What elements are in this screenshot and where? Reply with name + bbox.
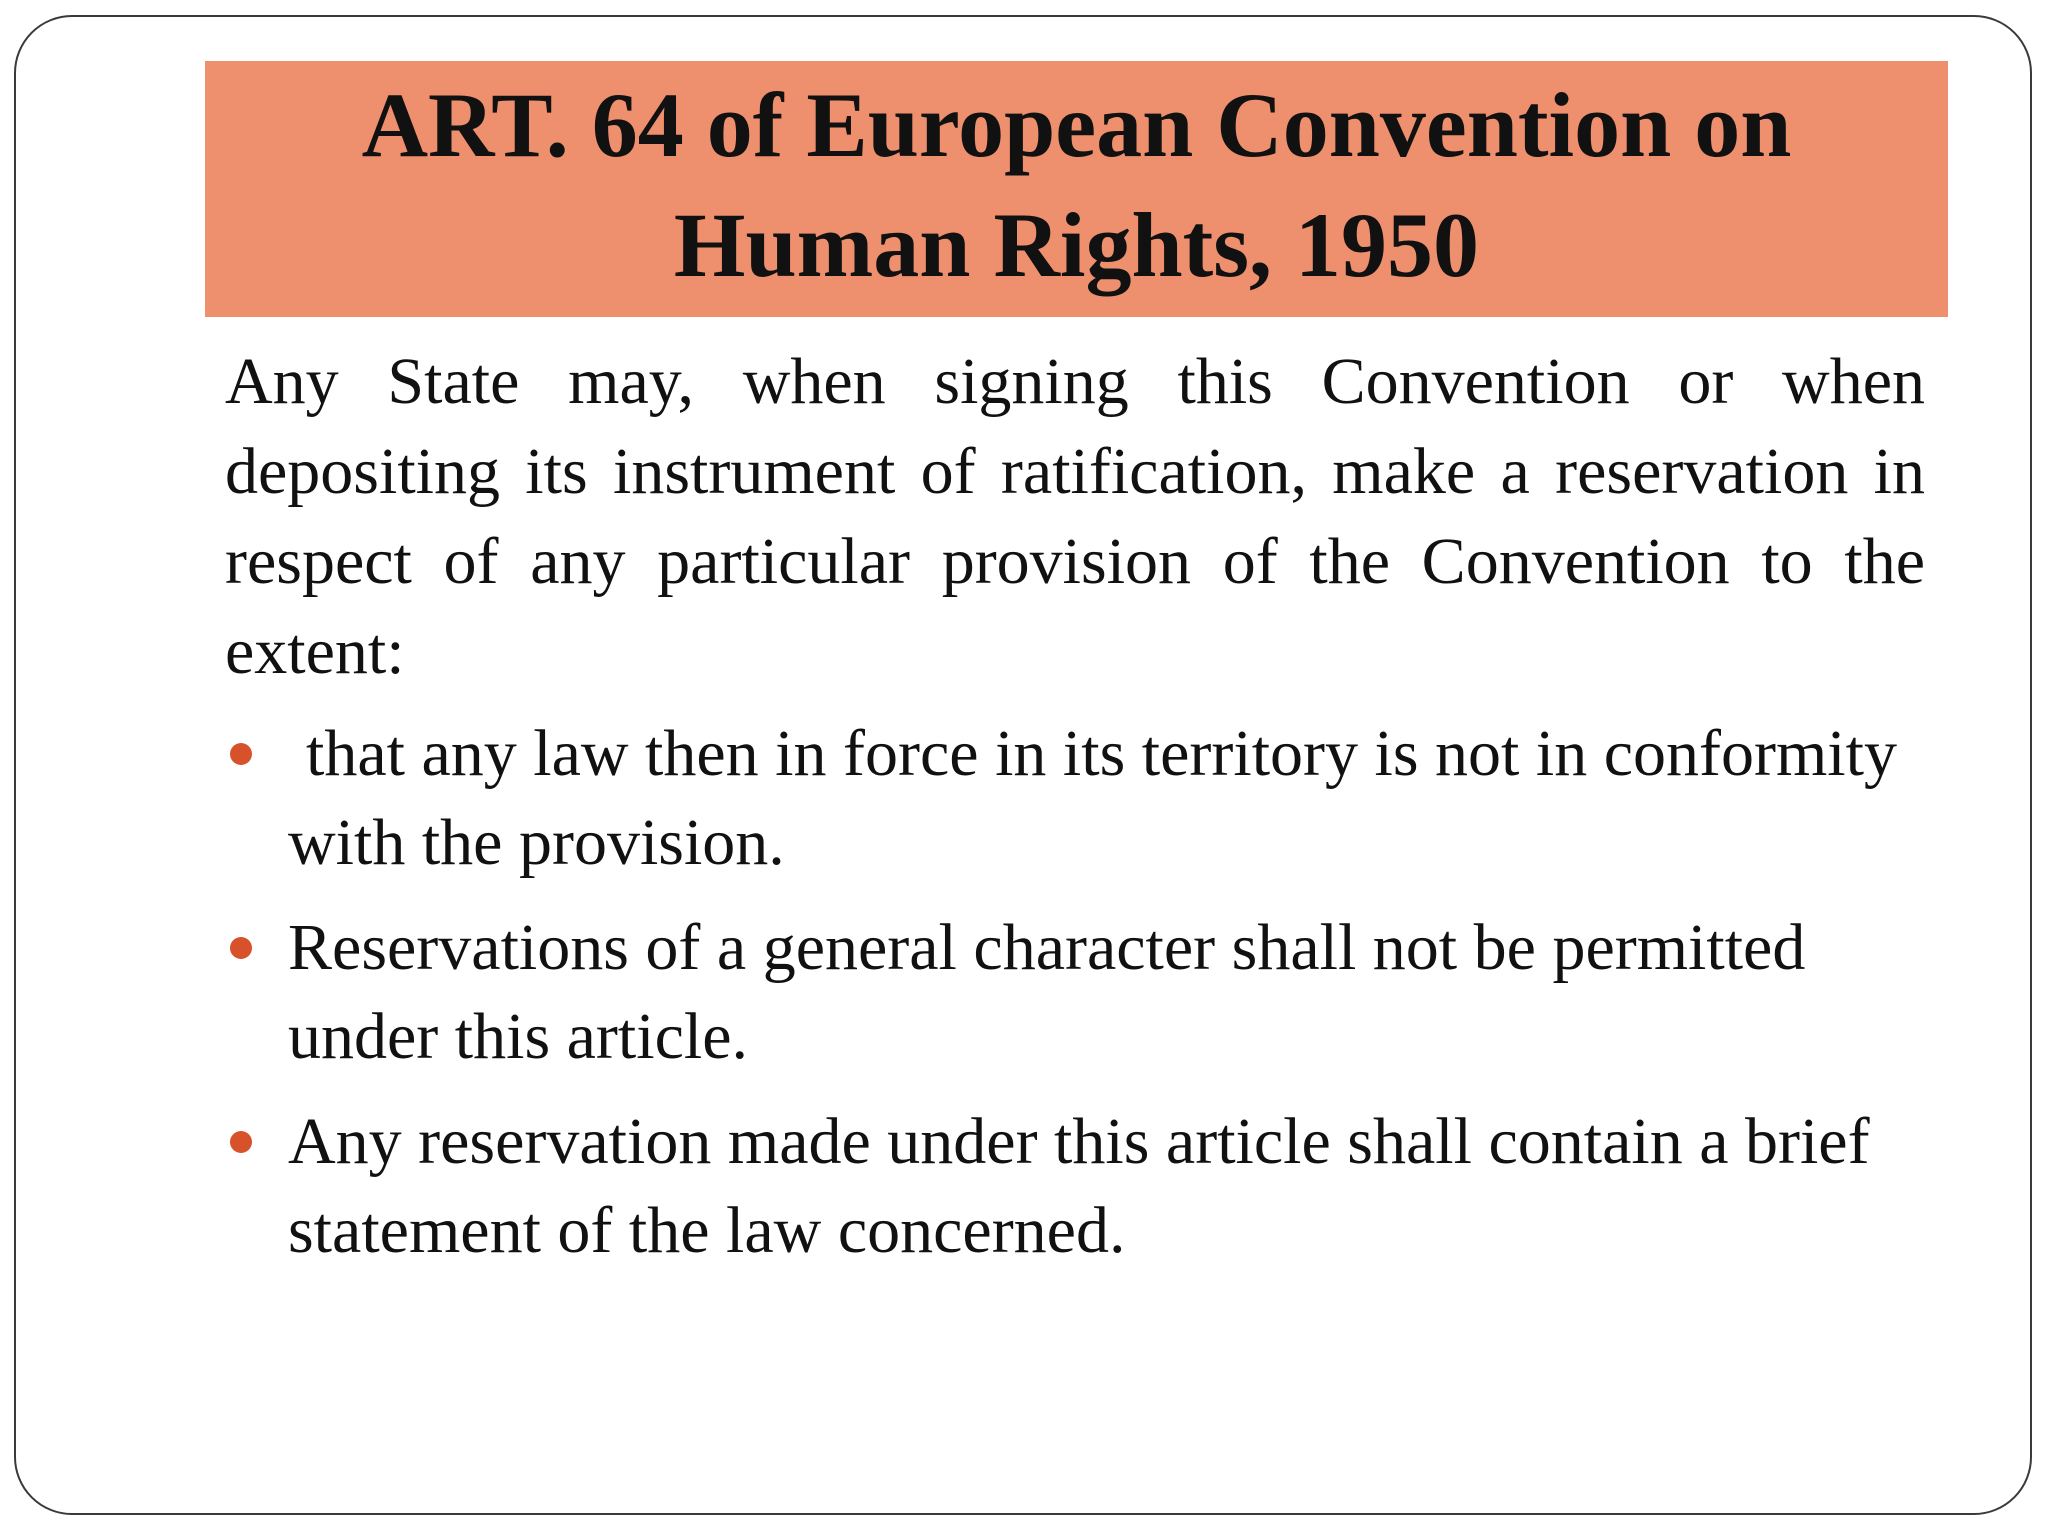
slide-title: ART. 64 of European Convention on Human Rights, 1950 (361, 74, 1792, 296)
bullet-item (225, 709, 1925, 887)
bullet-item (225, 1097, 1925, 1275)
bullet-text: Reservations of a general character shall not be permitted under this article. (288, 911, 1806, 1073)
bullet-text: that any law then in force in its territory is not in conformity with the provision. (288, 717, 1897, 879)
bullet-dot-icon (230, 1131, 252, 1153)
bullet-dot-icon (230, 743, 252, 765)
intro-paragraph: Any State may, when signing this Convention or when depositing its instrument of ratification, make a reservation in respect of any particular provision of the Convention to the extent: (225, 345, 1925, 688)
slide-body (225, 337, 1925, 1291)
bullet-text: Any reservation made under this article shall contain a brief statement of the law concerned. (288, 1105, 1870, 1267)
title-banner (205, 61, 1948, 317)
bullet-list (225, 709, 1925, 1275)
bullet-item (225, 903, 1925, 1081)
bullet-dot-icon (230, 937, 252, 959)
